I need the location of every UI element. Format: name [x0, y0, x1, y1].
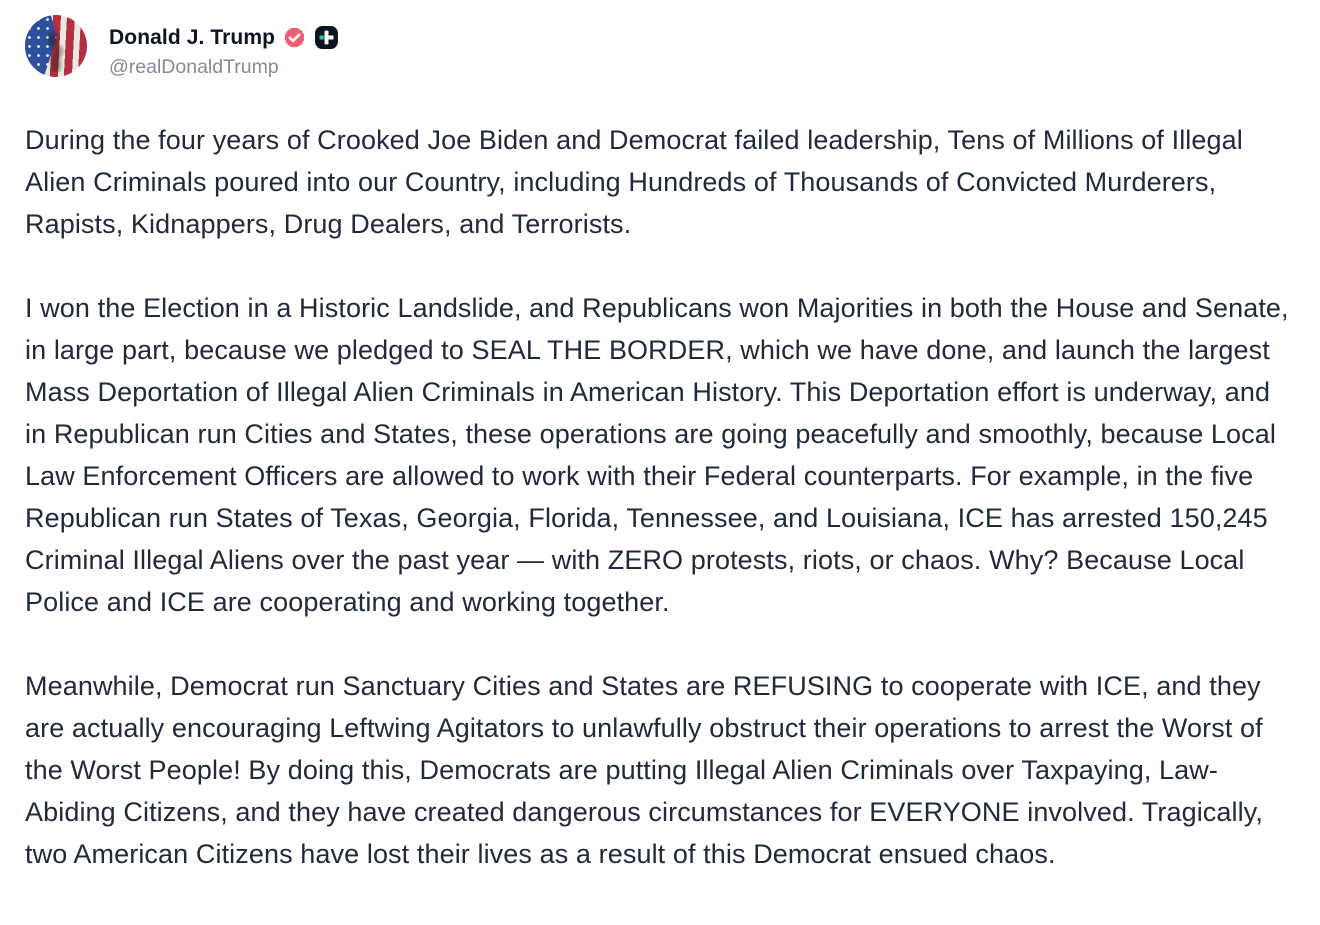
author-handle[interactable]: @realDonaldTrump [109, 56, 279, 78]
truth-plus-badge-icon [314, 25, 339, 50]
post-header [0, 0, 1320, 79]
post-paragraph: During the four years of Crooked Joe Biden and Democrat failed leadership, Tens of Millions of Illegal Alien Criminals poured into our Country, including Hundreds of Thousands of Convicted Murderers, Rapists, Kidnappers, Drug Dealers, and Terrorists. [25, 125, 1243, 239]
author-name-row [109, 25, 339, 50]
avatar-face-shading [39, 26, 74, 72]
verified-badge-icon [282, 25, 307, 50]
avatar[interactable] [25, 15, 87, 77]
author-display-name[interactable]: Donald J. Trump [109, 25, 276, 49]
post-paragraph: I won the Election in a Historic Landslide, and Republicans won Majorities in both the House and Senate, in large part, because we pledged to SEAL THE BORDER, which we have done, and launch the largest Mass Deportation of Illegal Alien Criminals in American History. This Deportation effort is underway, and in Republican run Cities and States, these operations are going peacefully and smoothly, because Local Law Enforcement Officers are allowed to work with their Federal counterparts. For example, in the five Republican run States of Texas, Georgia, Florida, Tennessee, and Louisiana, ICE has arrested 150,245 Criminal Illegal Aliens over the past year — with ZERO protests, riots, or chaos. Why? Because Local Police and ICE are cooperating and working together. [25, 293, 1289, 617]
post-paragraph: Meanwhile, Democrat run Sanctuary Cities and States are REFUSING to cooperate with ICE, and they are actually encouraging Leftwing Agitators to unlawfully obstruct their operations to arrest the Worst of the Worst People! By doing this, Democrats are putting Illegal Alien Criminals over Taxpaying, Law-Abiding Citizens, and they have created dangerous circumstances for EVERYONE involved. Tragically, two American Citizens have lost their lives as a result of this Democrat ensued chaos. [25, 671, 1263, 869]
author-block [109, 15, 339, 79]
post-body [0, 119, 1320, 875]
